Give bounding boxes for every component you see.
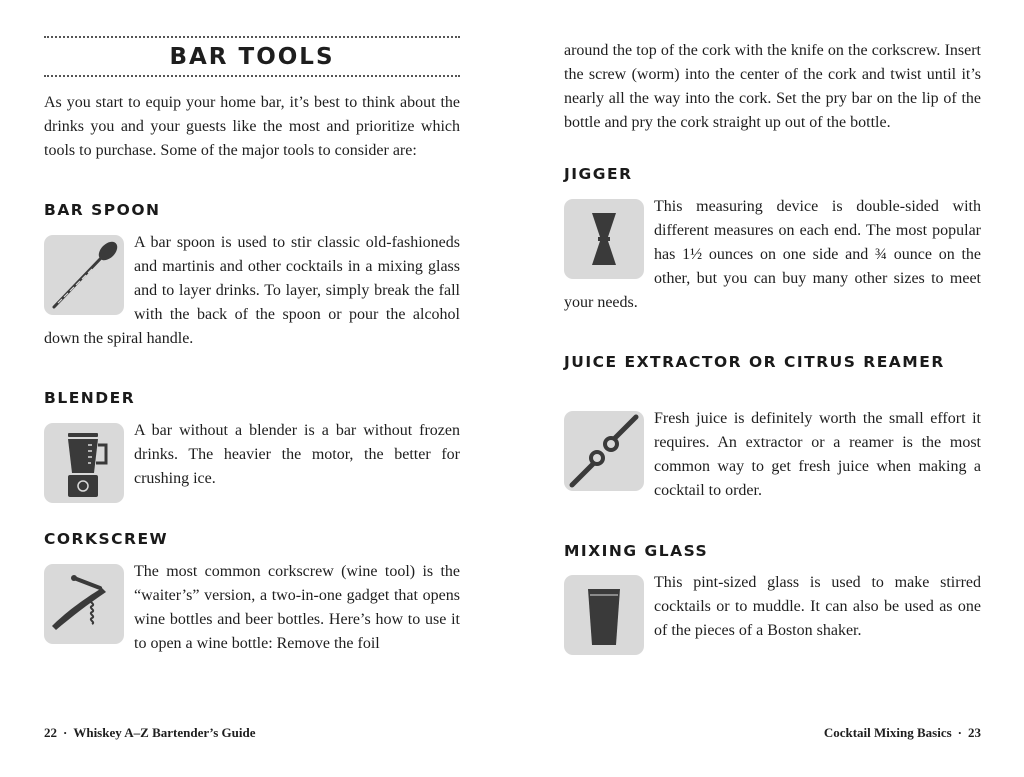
- intro-paragraph: As you start to equip your home bar, it’s best to think about the drinks you and your guests like the most and prioritize which tools to purchase. Some of the major tools to consider are:: [44, 94, 460, 159]
- section-title: Cocktail Mixing Basics: [823, 725, 952, 740]
- heading-jigger: JIGGER: [564, 165, 633, 183]
- section-jigger: [564, 195, 981, 315]
- heading-mixing-glass: MIXING GLASS: [564, 542, 709, 560]
- heading-bar-spoon: BAR SPOON: [44, 201, 161, 219]
- blender-icon: [44, 423, 124, 503]
- book-title: Whiskey A–Z Bartender’s Guide: [73, 725, 256, 740]
- heading-blender: BLENDER: [44, 389, 136, 407]
- blender-text: A bar without a blender is a bar without frozen drinks. The heavier the motor, the better for crushing ice.: [134, 422, 460, 487]
- mixing-glass-text: This pint-sized glass is used to make stirred cocktails or to muddle. It can also be used as one of the pieces of a Boston shaker.: [654, 574, 981, 639]
- title-rule-top: [44, 36, 460, 38]
- corkscrew-icon: [44, 564, 124, 644]
- right-footer: [824, 725, 981, 741]
- title-rule-bottom: [44, 75, 460, 77]
- page-title: BAR TOOLS: [169, 44, 335, 70]
- right-page-number: 23: [968, 725, 981, 740]
- left-footer-separator: ·: [63, 725, 68, 740]
- section-bar-spoon: [44, 231, 460, 351]
- left-footer: [44, 725, 255, 741]
- left-page: [44, 0, 460, 777]
- jigger-icon: [564, 199, 644, 279]
- bar-spoon-icon: [44, 235, 124, 315]
- mixing-glass-icon: [564, 575, 644, 655]
- jigger-text: This measuring device is double-sided with different measures on each end. The most popular has 1½ ounces on one side and ¾ ounce on the other, but you can buy many other sizes to meet your needs.: [564, 198, 981, 311]
- corkscrew-text: The most common corkscrew (wine tool) is the “waiter’s” version, a two-in-one gadget that opens wine bottles and beer bottles. Here’s how to use it to open a wine bottle: Remove the foil: [134, 563, 460, 652]
- section-juice-extractor: [564, 407, 981, 503]
- section-mixing-glass: [564, 571, 981, 657]
- section-corkscrew: [44, 560, 460, 656]
- citrus-reamer-icon: [564, 411, 644, 491]
- bar-spoon-text: A bar spoon is used to stir classic old-fashioneds and martinis and other cocktails in a mixing glass and to layer drinks. To layer, simply break the fall with the back of the spoon or pour the alcohol down the spiral handle.: [44, 234, 460, 347]
- juice-extractor-text: Fresh juice is definitely worth the small effort it requires. An extractor or a reamer is the most common way to get fresh juice when making a cocktail to order.: [654, 410, 981, 499]
- title-block: [44, 36, 460, 80]
- corkscrew-continuation: around the top of the cork with the knife on the corkscrew. Insert the screw (worm) into the center of the cork and twist until it’s nearly all the way into the cork. Set the pry bar on the lip of the bottle and pry the cork straight up out of the bottle.: [564, 42, 981, 131]
- left-page-number: 22: [44, 725, 57, 740]
- right-footer-separator: ·: [957, 725, 962, 740]
- right-page: [564, 0, 981, 777]
- heading-corkscrew: CORKSCREW: [44, 530, 169, 548]
- heading-juice-extractor: JUICE EXTRACTOR OR CITRUS REAMER: [564, 353, 945, 371]
- section-blender: [44, 419, 460, 505]
